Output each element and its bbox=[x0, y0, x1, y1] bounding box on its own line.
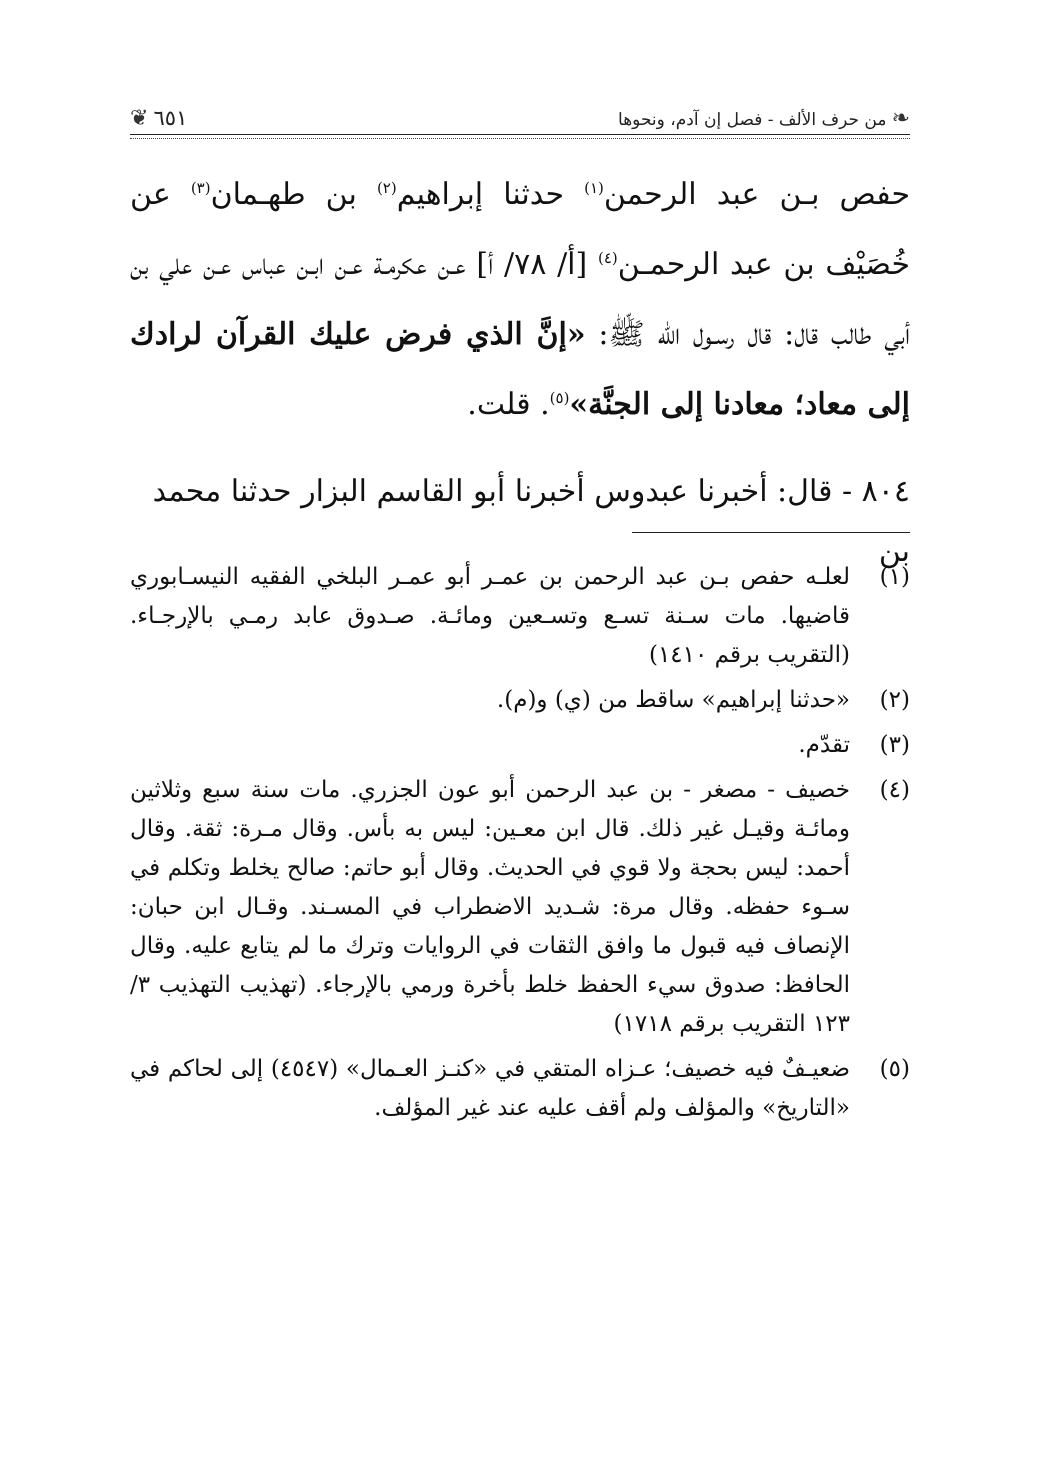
ornament-icon: ❧ bbox=[891, 106, 910, 131]
footnote-number: (٥) bbox=[879, 1056, 910, 1082]
hadith-text: «إنَّ الذي فرض عليك القرآن لرادك إلى معاد؛ معادنا إلى الجنَّة» bbox=[130, 317, 910, 422]
footnote-1 bbox=[130, 558, 910, 675]
entry-804: ٨٠٤ - قال: أخبرنا عبدوس أخبرنا أبو القاسم البزار حدثنا محمد بن bbox=[152, 474, 910, 569]
footnote-number: (٣) bbox=[879, 732, 910, 758]
footnote-2 bbox=[130, 681, 910, 720]
footnote-number: (٤) bbox=[879, 777, 910, 803]
footnote-4 bbox=[130, 771, 910, 1044]
footnote-5 bbox=[130, 1050, 910, 1128]
running-header bbox=[130, 100, 910, 130]
text-run: حدثنا إبراهيم bbox=[396, 177, 585, 212]
footnote-text: «حدثنا إبراهيم» ساقط من (ي) و(م). bbox=[496, 687, 850, 713]
footnote-ref-3: (٣) bbox=[190, 179, 211, 197]
main-paragraph bbox=[130, 160, 910, 440]
footnotes bbox=[130, 558, 910, 1134]
footnote-3 bbox=[130, 726, 910, 765]
footnote-ref-1: (١) bbox=[584, 179, 604, 197]
text-run: . قلت. bbox=[467, 387, 550, 422]
text-run: عن خُصَيْف بن عبد الرحمـن bbox=[130, 177, 910, 282]
header-title-group bbox=[618, 108, 910, 130]
text-run: [أ/ ٧٨/ أ] عـن عكرمـة عـن ابـن عباس عـن علي بن أبي طالب قال: قال رسـول الله ﷺ: bbox=[130, 247, 910, 352]
footnote-number: (١) bbox=[879, 564, 910, 590]
footnote-text: تقدّم. bbox=[798, 732, 850, 758]
footnote-ref-4: (٤) bbox=[597, 249, 618, 267]
main-text bbox=[130, 160, 910, 440]
ornament-icon: ❦ bbox=[130, 106, 149, 131]
page-number-group bbox=[130, 106, 187, 130]
footnote-text: ضعيـفٌ فيه خصيف؛ عـزاه المتقي في «كنـز العـمال» (٤٥٤٧) إلى لحاكم في «التاريخ» والمؤلف ولم أقف عليه عند غير المؤلف. bbox=[130, 1056, 850, 1121]
text-run: حفص بـن عبد الرحمن bbox=[603, 177, 910, 212]
footnote-separator bbox=[632, 532, 910, 533]
footnote-ref-5: (٥) bbox=[549, 389, 570, 407]
footnote-number: (٢) bbox=[879, 687, 910, 713]
page-number: ٦٥١ bbox=[153, 106, 188, 130]
footnote-ref-2: (٢) bbox=[376, 179, 397, 197]
header-rule bbox=[130, 134, 910, 139]
text-run: بن طهـمان bbox=[210, 177, 377, 212]
footnote-text: لعلـه حفص بـن عبد الرحمن بن عمـر أبو عمـر البلخي الفقيه النيسـابوري قاضيها. مات سـنة تسـع وتسـعين ومائـة. صـدوق عابد رمـي بالإرجـاء. (التقريب برقم ١٤١٠) bbox=[130, 564, 850, 668]
footnote-text: خصيف - مصغر - بن عبد الرحمن أبو عون الجزري. مات سنة سبع وثلاثين ومائـة وقيـل غير ذلك. قال ابن معـين: ليس به بأس. وقال مـرة: ثقة. وقال أحمد: ليس بحجة ولا قوي في الحديث. وقال أبو حاتم: صالح يخلط وتكلم في سـوء حفظه. وقال مرة: شـديد الاضطراب في المسـند. وقـال ابن حبان: الإنصاف فيه قبول ما وافق الثقات في الروايات وترك ما لم يتابع عليه. وقال الحافظ: صدوق سيء الحفظ خلط بأخرة ورمي بالإرجاء. (تهذيب التهذيب ٣/ ١٢٣ التقريب برقم ١٧١٨) bbox=[130, 777, 851, 1037]
header-title: من حرف الألف - فصل إن آدم، ونحوها bbox=[618, 110, 887, 130]
